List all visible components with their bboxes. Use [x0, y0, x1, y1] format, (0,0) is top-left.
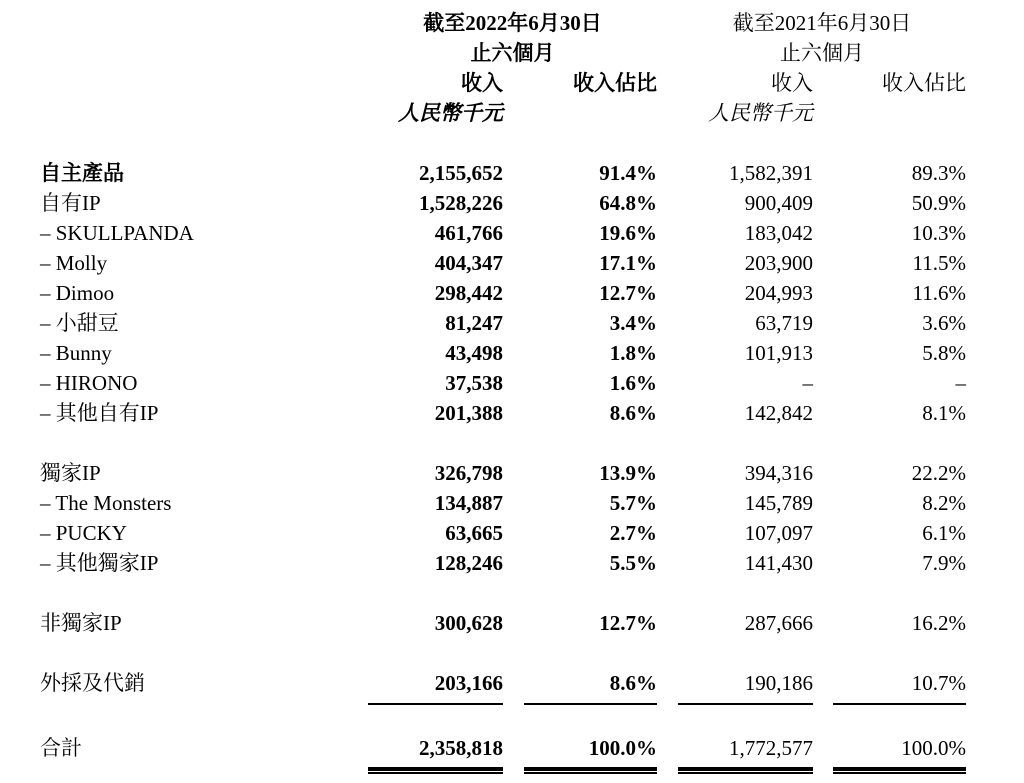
revenue-2022-value: 134,887	[434, 491, 503, 515]
table-row	[40, 398, 1024, 428]
share-2021-value: 11.5%	[912, 251, 966, 275]
row-label: – 其他獨家IP	[40, 551, 159, 575]
revenue-2022-value: 203,166	[368, 668, 503, 705]
revenue-2022-value: 404,347	[434, 251, 503, 275]
share-2021-value: 5.8%	[922, 341, 966, 365]
row-label: – The Monsters	[40, 491, 172, 515]
revenue-2022-value: 63,665	[445, 521, 503, 545]
share-2021-value: 50.9%	[911, 191, 966, 215]
share-2021-value: 22.2%	[911, 461, 966, 485]
table-header-period2-row	[40, 38, 1024, 68]
share-column-header-2022: 收入佔比	[573, 71, 657, 95]
revenue-2022-value: 128,246	[434, 551, 503, 575]
share-2022-value: 12.7%	[599, 611, 657, 635]
revenue-2022-value: 1,528,226	[419, 191, 503, 215]
table-row	[40, 278, 1024, 308]
share-2021-value: 16.2%	[911, 611, 966, 635]
revenue-2021-value: 190,186	[678, 668, 813, 705]
share-2022-value: 1.8%	[609, 341, 657, 365]
row-label: – Bunny	[40, 341, 112, 365]
currency-unit-label-2022: 人民幣千元	[398, 101, 503, 125]
row-label: 非獨家IP	[40, 611, 122, 635]
revenue-2021-value: 107,097	[744, 521, 813, 545]
share-2021-value: 7.9%	[922, 551, 966, 575]
share-2021-value: –	[955, 371, 966, 395]
share-2022-value: 100.0%	[524, 733, 657, 771]
row-label: – PUCKY	[40, 521, 127, 545]
revenue-column-header-2022: 收入	[461, 71, 503, 95]
revenue-2021-value: 900,409	[744, 191, 813, 215]
table-row	[40, 218, 1024, 248]
table-row	[40, 458, 1024, 488]
share-2022-value: 17.1%	[599, 251, 657, 275]
currency-unit-label-2021: 人民幣千元	[708, 101, 813, 125]
share-2022-value: 1.6%	[609, 371, 657, 395]
table-row	[40, 668, 1024, 705]
revenue-2022-value: 201,388	[434, 401, 503, 425]
revenue-2022-value: 2,358,818	[368, 733, 503, 771]
revenue-2022-value: 300,628	[434, 611, 503, 635]
share-2021-value: 10.7%	[833, 668, 966, 705]
revenue-2021-value: 63,719	[755, 311, 813, 335]
row-label: – Dimoo	[40, 281, 115, 305]
share-2021-value: 10.3%	[911, 221, 966, 245]
table-row	[40, 188, 1024, 218]
period-subheader-2021: 止六個月	[780, 41, 864, 65]
share-2022-value: 5.7%	[609, 491, 657, 515]
share-2022-value: 5.5%	[609, 551, 657, 575]
row-label: 合計	[40, 736, 82, 760]
row-label: 自主產品	[40, 161, 124, 185]
share-2021-value: 11.6%	[912, 281, 966, 305]
row-label: – Molly	[40, 251, 108, 275]
row-label: 外採及代銷	[40, 671, 145, 695]
table-header-columns-row	[40, 68, 1024, 98]
table-row	[40, 518, 1024, 548]
period-header-2021: 截至2021年6月30日	[732, 11, 912, 35]
revenue-2021-value: 1,582,391	[729, 161, 813, 185]
share-2022-value: 64.8%	[599, 191, 657, 215]
table-total-row	[40, 733, 1024, 771]
revenue-2021-value: 145,789	[744, 491, 813, 515]
row-label: – SKULLPANDA	[40, 221, 194, 245]
row-label: 自有IP	[40, 191, 101, 215]
share-2022-value: 91.4%	[599, 161, 657, 185]
share-2021-value: 8.2%	[922, 491, 966, 515]
share-2022-value: 19.6%	[599, 221, 657, 245]
table-row	[40, 248, 1024, 278]
share-2022-value: 13.9%	[599, 461, 657, 485]
table-row	[40, 308, 1024, 338]
share-2022-value: 12.7%	[599, 281, 657, 305]
revenue-2021-value: 101,913	[744, 341, 813, 365]
share-2021-value: 6.1%	[922, 521, 966, 545]
row-label: – HIRONO	[40, 371, 138, 395]
row-label: – 小甜豆	[40, 311, 119, 335]
revenue-2021-value: 394,316	[744, 461, 813, 485]
table-row	[40, 488, 1024, 518]
revenue-2021-value: 203,900	[744, 251, 813, 275]
revenue-2022-value: 2,155,652	[419, 161, 503, 185]
table-row	[40, 608, 1024, 638]
period-subheader-2022: 止六個月	[470, 41, 555, 65]
table-row	[40, 548, 1024, 578]
revenue-2022-value: 326,798	[434, 461, 503, 485]
revenue-2022-value: 37,538	[445, 371, 503, 395]
revenue-2021-value: 204,993	[744, 281, 813, 305]
share-column-header-2021: 收入佔比	[882, 71, 966, 95]
table-header-unit-row	[40, 98, 1024, 128]
revenue-2021-value: 1,772,577	[678, 733, 813, 771]
row-label: – 其他自有IP	[40, 401, 159, 425]
share-2022-value: 2.7%	[609, 521, 657, 545]
share-2021-value: 89.3%	[911, 161, 966, 185]
table-row	[40, 368, 1024, 398]
revenue-2022-value: 81,247	[445, 311, 503, 335]
table-row	[40, 158, 1024, 188]
period-header-2022: 截至2022年6月30日	[423, 11, 602, 35]
revenue-2021-value: 183,042	[744, 221, 813, 245]
share-2021-value: 100.0%	[833, 733, 966, 771]
share-2022-value: 8.6%	[524, 668, 657, 705]
share-2022-value: 3.4%	[609, 311, 657, 335]
revenue-2021-value: 142,842	[744, 401, 813, 425]
revenue-2022-value: 461,766	[434, 221, 503, 245]
revenue-2022-value: 298,442	[434, 281, 503, 305]
table-row	[40, 338, 1024, 368]
revenue-2022-value: 43,498	[445, 341, 503, 365]
share-2021-value: 8.1%	[922, 401, 966, 425]
share-2022-value: 8.6%	[609, 401, 657, 425]
revenue-2021-value: –	[802, 371, 813, 395]
row-label: 獨家IP	[40, 461, 101, 485]
revenue-column-header-2021: 收入	[771, 71, 813, 95]
share-2021-value: 3.6%	[922, 311, 966, 335]
revenue-2021-value: 141,430	[744, 551, 813, 575]
table-header-period-row	[40, 8, 1024, 38]
revenue-2021-value: 287,666	[744, 611, 813, 635]
